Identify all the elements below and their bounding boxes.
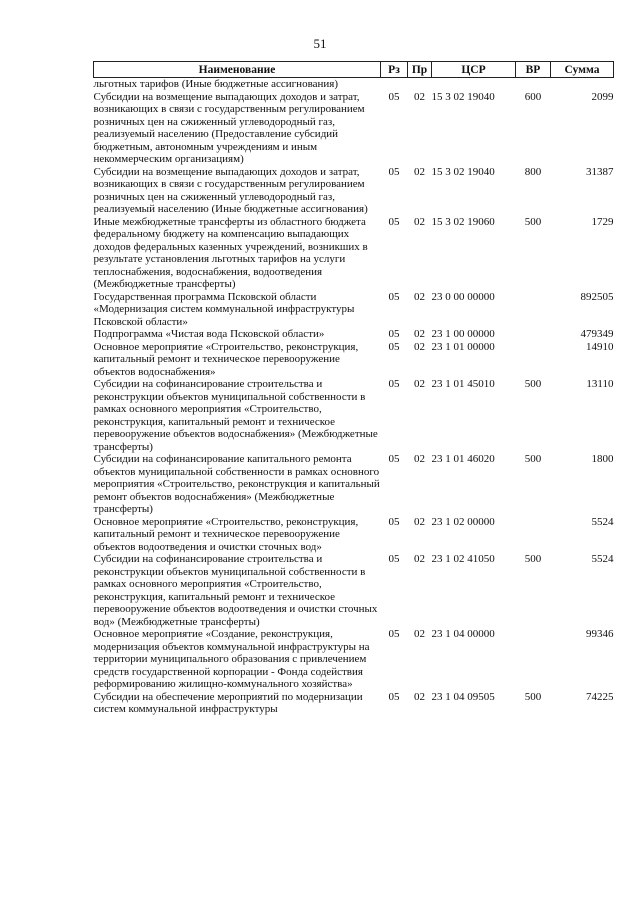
row-sum: 13110	[586, 378, 614, 390]
row-vr: 500	[524, 453, 542, 465]
row-name: Субсидии на обеспечение мероприятий по модернизации систем коммунальной инфраструктуры	[93, 690, 363, 715]
row-sum: 5524	[591, 553, 614, 565]
row-csr: 23 1 04 09505	[431, 690, 495, 703]
row-pr: 02	[414, 515, 425, 528]
row-rz: 05	[388, 215, 400, 228]
row-csr	[432, 78, 516, 91]
row-pr: 02	[414, 328, 425, 340]
row-name: Основное мероприятие «Строительство, реконструкция, капитальный ремонт и техническое перевооружение объектов водоотведения и очистки сточных вод»	[93, 515, 359, 553]
row-name: Субсидии на софинансирование строительства и реконструкции объектов муниципальной собственности в рамках основного мероприятия «Строительство, реконструкция, капитальный ремонт и техническое перевооружение объектов водоотведения и очистки сточных вод» (Межбюджетные трансферты)	[93, 553, 378, 628]
header-pr: Пр	[408, 62, 432, 78]
row-sum: 5524	[591, 515, 614, 528]
row-vr: 800	[524, 165, 542, 178]
header-csr: ЦСР	[432, 62, 516, 78]
row-vr	[516, 341, 551, 379]
row-rz: 05	[388, 328, 400, 340]
row-name: Субсидии на возмещение выпадающих доходов и затрат, возникающих в связи с государственным регулированием розничных цен на сжиженный углеводородный газ, реализуемый населению (Иные бюджетные ассигнования)	[93, 165, 368, 215]
row-vr	[516, 78, 551, 91]
row-vr: 600	[524, 90, 542, 103]
row-name: Субсидии на возмещение выпадающих доходов и затрат, возникающих в связи с государственным регулированием розничных цен на сжиженный углеводородный газ, реализуемый населению (Предоставление субсидий бюджетным, автономным учреждениям и иным некоммерческим организациям)	[93, 90, 365, 165]
row-vr	[516, 628, 551, 691]
row-pr: 02	[414, 165, 425, 178]
row-sum: 479349	[580, 328, 614, 340]
row-csr: 15 3 02 19040	[431, 165, 495, 178]
row-sum: 31387	[586, 165, 614, 178]
row-rz: 05	[388, 690, 400, 703]
row-csr: 23 1 01 00000	[431, 340, 495, 353]
row-name: Субсидии на софинансирование капитального ремонта объектов муниципальной собственности в рамках основного мероприятия «Строительство, реконструкция и капитальный ремонт объектов водоснабжения» (Межбюджетные трансферты)	[93, 453, 380, 515]
row-vr: 500	[524, 378, 542, 390]
table-row	[94, 166, 614, 216]
row-rz: 05	[388, 515, 400, 528]
header-vr: ВР	[516, 62, 551, 78]
row-sum: 99346	[586, 628, 614, 640]
row-pr: 02	[414, 290, 425, 303]
table-body	[94, 78, 614, 716]
row-sum: 14910	[586, 340, 614, 353]
budget-table	[93, 61, 614, 716]
header-sum: Сумма	[551, 62, 614, 78]
row-pr: 02	[414, 628, 425, 640]
row-vr: 500	[524, 690, 542, 703]
row-sum: 1800	[591, 453, 614, 465]
table-row	[94, 691, 614, 716]
row-rz: 05	[388, 378, 400, 390]
table-row	[94, 216, 614, 291]
row-name: Государственная программа Псковской области «Модернизация систем коммунальной инфраструктуры Псковской области»	[93, 290, 355, 328]
row-pr: 02	[414, 90, 425, 103]
header-rz: Рз	[381, 62, 408, 78]
row-pr	[408, 78, 432, 91]
row-sum: 74225	[586, 690, 614, 703]
table-row	[94, 78, 614, 91]
table-row	[94, 453, 614, 516]
row-sum: 892505	[580, 290, 614, 303]
row-pr: 02	[414, 690, 425, 703]
row-rz: 05	[388, 553, 400, 565]
row-sum	[551, 78, 614, 91]
table-row	[94, 516, 614, 554]
row-name: Иные межбюджетные трансферты из областного бюджета федеральному бюджету на компенсацию выпадающих доходов федеральных казенных учреждений, возникших в результате установления льготных тарифов на услуги теплоснабжения, водоснабжения, водоотведения (Межбюджетные трансферты)	[93, 215, 368, 290]
row-rz: 05	[388, 340, 400, 353]
table-row	[94, 291, 614, 329]
table-row	[94, 553, 614, 628]
table-header	[94, 62, 614, 78]
row-vr	[516, 328, 551, 341]
row-csr: 23 1 01 45010	[431, 378, 495, 390]
row-csr: 23 1 04 00000	[431, 628, 495, 640]
row-csr: 23 1 02 41050	[431, 553, 495, 565]
row-csr: 23 0 00 00000	[431, 290, 495, 303]
table-row	[94, 378, 614, 453]
row-rz: 05	[388, 90, 400, 103]
row-rz: 05	[388, 290, 400, 303]
row-vr	[516, 291, 551, 329]
header-name: Наименование	[94, 62, 381, 78]
table-row	[94, 341, 614, 379]
row-pr: 02	[414, 378, 425, 390]
table-row	[94, 91, 614, 166]
row-pr: 02	[414, 215, 425, 228]
row-name: Подпрограмма «Чистая вода Псковской области»	[93, 328, 325, 340]
row-name: Основное мероприятие «Строительство, реконструкция, капитальный ремонт и техническое перевооружение объектов водоснабжения»	[93, 340, 359, 378]
row-sum: 1729	[591, 215, 614, 228]
row-csr: 15 3 02 19040	[431, 90, 495, 103]
row-pr: 02	[414, 553, 425, 565]
row-sum: 2099	[591, 90, 614, 103]
row-name: Основное мероприятие «Создание, реконструкция, модернизация объектов коммунальной инфраструктуры на территории муниципального образования с привлечением средств государственной корпорации - Фонда содействия реформированию жилищно-коммунального хозяйства»	[93, 628, 370, 690]
row-csr: 23 1 01 46020	[431, 453, 495, 465]
row-pr: 02	[414, 340, 425, 353]
row-vr	[516, 516, 551, 554]
row-csr: 23 1 02 00000	[431, 515, 495, 528]
row-csr: 23 1 00 00000	[431, 328, 495, 340]
row-rz	[381, 78, 408, 91]
row-name: Субсидии на софинансирование строительства и реконструкции объектов муниципальной собственности в рамках основного мероприятия «Строительство, реконструкция, капитальный ремонт и техническое перевооружение объектов водоснабжения» (Межбюджетные трансферты)	[93, 378, 378, 453]
row-name: льготных тарифов (Иные бюджетные ассигнования)	[93, 78, 338, 90]
row-csr: 15 3 02 19060	[431, 215, 495, 228]
row-rz: 05	[388, 453, 400, 465]
row-rz: 05	[388, 628, 400, 640]
row-pr: 02	[414, 453, 425, 465]
row-rz: 05	[388, 165, 400, 178]
row-vr: 500	[524, 215, 542, 228]
table-row	[94, 628, 614, 691]
row-vr: 500	[524, 553, 542, 565]
table-row	[94, 328, 614, 341]
page-number: 51	[313, 36, 327, 51]
